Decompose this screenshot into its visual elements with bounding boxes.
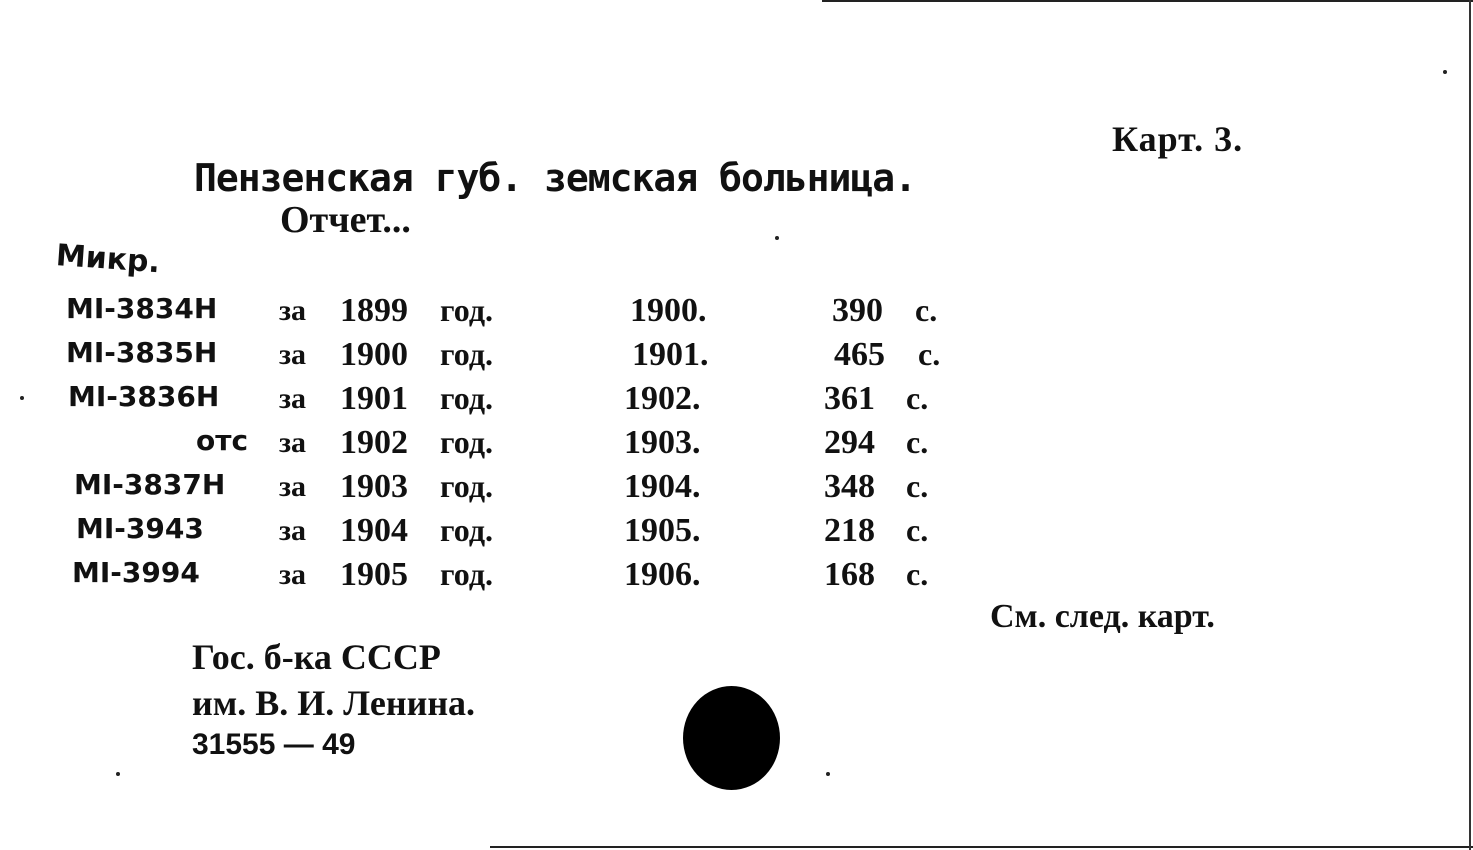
page-count: 218: [824, 512, 875, 549]
row-prefix: за: [279, 382, 307, 415]
row-prefix: за: [279, 470, 307, 503]
year-word: год.: [440, 468, 493, 504]
scan-speck: [116, 772, 120, 776]
year-word: год.: [440, 424, 493, 460]
page-count: 465: [834, 336, 885, 373]
report-year: 1905: [340, 556, 408, 593]
call-mark: MI-3943: [76, 512, 204, 545]
year-word: год.: [440, 336, 493, 372]
page-unit: с.: [906, 556, 929, 592]
page-unit: с.: [906, 380, 929, 416]
row-prefix: за: [279, 558, 307, 591]
card-edge-right: [1469, 0, 1471, 850]
year-word: год.: [440, 292, 493, 328]
publication-year: 1904.: [624, 468, 701, 505]
row-prefix: за: [279, 294, 307, 327]
report-year: 1900: [340, 336, 408, 373]
publication-year: 1903.: [624, 424, 701, 461]
page-count: 294: [824, 424, 875, 461]
report-row: [0, 556, 1000, 600]
scan-speck: [20, 396, 24, 400]
scan-speck: [775, 236, 779, 240]
publication-year: 1902.: [624, 380, 701, 417]
row-prefix: за: [279, 426, 307, 459]
report-year: 1902: [340, 424, 408, 461]
call-mark: MI-3834H: [66, 292, 218, 325]
call-mark: MI-3836H: [68, 380, 220, 413]
year-word: год.: [440, 512, 493, 548]
page-count: 361: [824, 380, 875, 417]
card-number: Карт. 3.: [1112, 119, 1244, 159]
scan-speck: [826, 772, 830, 776]
report-row: [0, 292, 1000, 336]
publication-year: 1905.: [624, 512, 701, 549]
page-unit: с.: [906, 468, 929, 504]
page-unit: с.: [906, 512, 929, 548]
report-year: 1901: [340, 380, 408, 417]
library-line-1: Гос. б-ка СССР: [192, 637, 441, 677]
year-word: год.: [440, 556, 493, 592]
report-row: [0, 424, 1000, 468]
handwritten-microfilm-header: Микр.: [54, 238, 162, 281]
page-count: 168: [824, 556, 875, 593]
card-edge-top: [822, 0, 1473, 2]
call-mark: MI-3835H: [66, 336, 218, 369]
call-mark: MI-3994: [72, 556, 200, 589]
publication-year: 1900.: [630, 292, 707, 329]
report-year: 1903: [340, 468, 408, 505]
report-year: 1904: [340, 512, 408, 549]
page-count: 348: [824, 468, 875, 505]
call-mark: MI-3837H: [74, 468, 226, 501]
card-edge-bottom: [490, 846, 1473, 848]
report-row: [0, 336, 1000, 380]
scan-speck: [1443, 70, 1447, 74]
report-row: [0, 512, 1000, 556]
punch-hole: [683, 686, 780, 790]
call-mark: отс: [196, 424, 249, 457]
report-row: [0, 468, 1000, 512]
page-unit: с.: [918, 336, 941, 372]
row-prefix: за: [279, 514, 307, 547]
library-line-2: им. В. И. Ленина.: [192, 683, 476, 723]
page-unit: с.: [906, 424, 929, 460]
year-word: год.: [440, 380, 493, 416]
report-year: 1899: [340, 292, 408, 329]
see-next-card-note: См. след. карт.: [990, 598, 1215, 635]
publication-year: 1901.: [632, 336, 709, 373]
page-count: 390: [832, 292, 883, 329]
card-subtitle: Отчет...: [280, 199, 411, 241]
row-prefix: за: [279, 338, 307, 371]
report-row: [0, 380, 1000, 424]
card-title: Пензенская губ. земская больница.: [194, 156, 916, 200]
library-line-3: 31555 — 49: [192, 728, 356, 761]
page-unit: с.: [915, 292, 938, 328]
publication-year: 1906.: [624, 556, 701, 593]
